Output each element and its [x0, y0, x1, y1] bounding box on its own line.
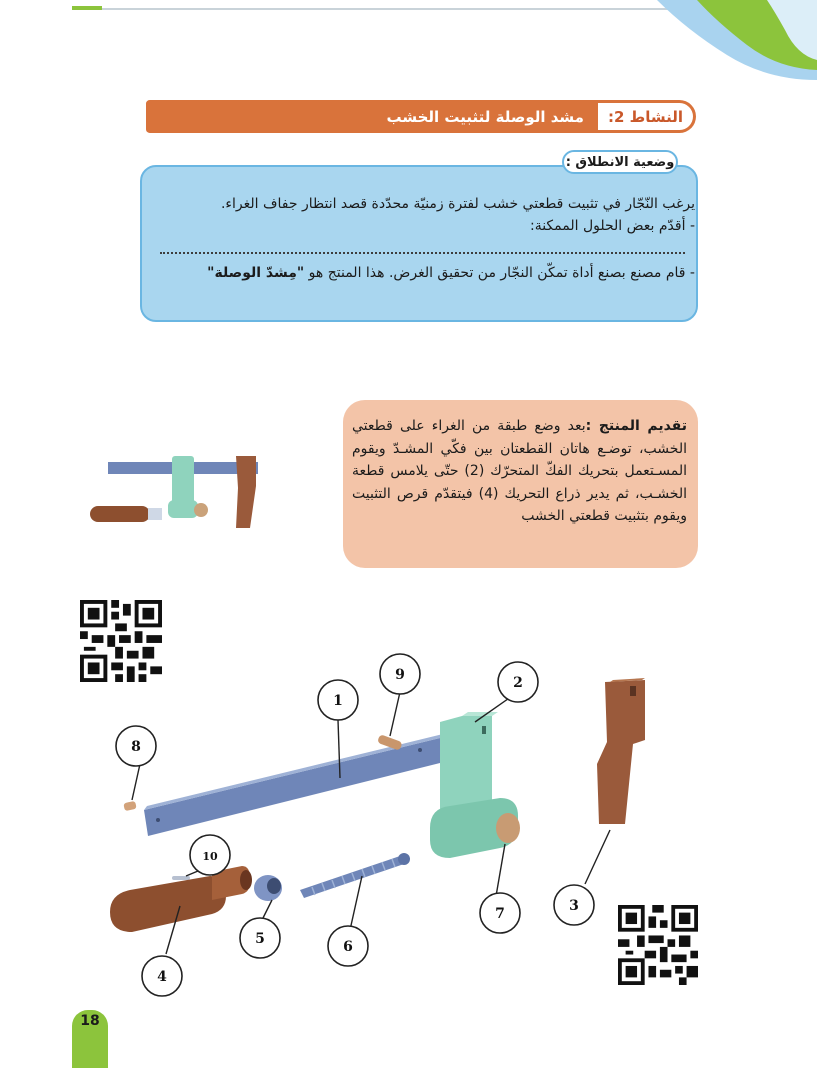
activity-number: النشاط 2: — [598, 103, 693, 130]
answer-dotted-line — [160, 252, 685, 254]
activity-header — [146, 100, 696, 133]
product-description — [352, 415, 687, 528]
assembled-nut — [148, 508, 162, 520]
product-text: بعد وضع طبقة من الغراء على قطعتي الخشب، توضـع هاتان القطعتان بين فكّي المشـدّ ويقوم المسـتعمل بتحريك الفكّ المتحرّك (2) حتّى يلامس قطعة الخشـب، ثم يدير ذراع التحريك (4) فيتقدّم قرص التثبيت ويقوم بتثبيت قطعتي الخشب — [352, 418, 687, 524]
situation-text-line-2: - أقدّم بعض الحلول الممكنة: — [529, 218, 695, 234]
situation-text-line-3 — [135, 265, 695, 281]
situation-text-line-1: يرغب النّجّار في تثبيت قطعتي خشب لفترة زمنيّة محدّدة قصد انتظار جفاف الغراء. — [220, 196, 695, 212]
situation-tab: وضعية الانطلاق : — [562, 150, 678, 174]
part-label-10: 10 — [202, 850, 218, 863]
part-pin-8 — [123, 801, 136, 811]
corner-decoration — [617, 0, 817, 80]
activity-title: مشد الوصلة لتثبيت الخشب — [386, 107, 584, 126]
part-label-3: 3 — [569, 898, 579, 914]
part-label-2: 2 — [513, 675, 523, 691]
part-label-8: 8 — [131, 739, 141, 755]
part-pin-10 — [172, 876, 190, 880]
part-label-9: 9 — [395, 667, 405, 683]
situation-box — [140, 165, 698, 322]
assembled-jaw-foot — [168, 500, 198, 518]
part-fixed-jaw — [597, 678, 645, 824]
part-label-6: 6 — [343, 939, 353, 955]
part-threaded-rod — [300, 853, 410, 898]
page-number: 18 — [80, 1013, 100, 1029]
assembled-clamp-illustration — [88, 452, 273, 532]
part-pad — [496, 813, 520, 843]
assembled-movable-jaw — [172, 456, 194, 506]
exploded-clamp-diagram — [100, 650, 720, 1000]
part-label-4: 4 — [157, 969, 167, 985]
product-label: تقديم المنتج : — [585, 418, 688, 434]
assembled-handle — [90, 506, 150, 522]
part-label-1: 1 — [333, 693, 343, 709]
part-handle — [110, 866, 252, 932]
part-label-5: 5 — [255, 931, 265, 947]
part-nut — [254, 875, 282, 901]
part-label-7: 7 — [495, 906, 505, 922]
product-name: "مِشدّ الوصلة" — [207, 265, 305, 281]
part-bar — [144, 734, 444, 836]
assembled-fixed-jaw — [236, 456, 256, 528]
assembled-pad — [194, 503, 208, 517]
situation-text-line-3-prefix: - قام مصنع بصنع أداة تمكّن النجّار من تحقيق الغرض. هذا المنتج هو — [304, 265, 695, 281]
header-green-mark — [72, 6, 102, 10]
